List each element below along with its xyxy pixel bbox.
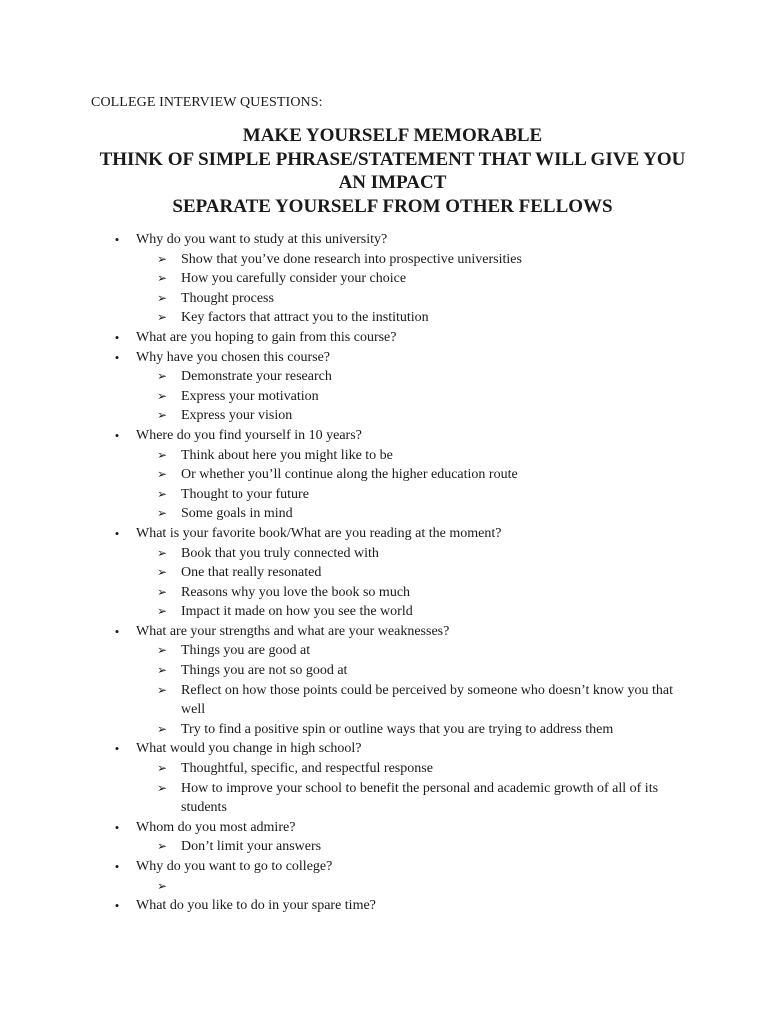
heading-simple-phrase: THINK OF SIMPLE PHRASE/STATEMENT THAT WILL GIVE YOU AN IMPACT: [99, 148, 686, 193]
answer-point-text: Book that you truly connected with: [181, 545, 379, 561]
arrow-bullet-icon: ➢: [157, 604, 168, 619]
answer-point: [136, 563, 688, 583]
answer-point: [136, 544, 688, 564]
answer-point: [136, 504, 688, 524]
answer-point: [136, 269, 688, 289]
question-item: [91, 426, 688, 524]
answer-point: [136, 485, 688, 505]
heading-memorable: MAKE YOURSELF MEMORABLE: [242, 125, 543, 146]
question-text: Whom do you most admire?: [136, 819, 296, 835]
answer-point: [136, 406, 688, 426]
bullet-icon: •: [114, 329, 120, 345]
answer-point-text: Reasons why you love the book so much: [181, 584, 411, 600]
answer-point-list: [136, 641, 688, 739]
question-text: What do you like to do in your spare time?: [136, 898, 376, 914]
answer-point: [136, 250, 688, 270]
answer-point-text: Things you are good at: [181, 643, 311, 659]
answer-point: [136, 641, 688, 661]
heading-separate-yourself: SEPARATE YOURSELF FROM OTHER FELLOWS: [172, 195, 613, 217]
bullet-icon: •: [114, 525, 120, 541]
answer-point-list: [136, 544, 688, 622]
answer-point: [136, 446, 688, 466]
arrow-bullet-icon: ➢: [157, 506, 168, 521]
question-text: What are you hoping to gain from this course?: [136, 329, 397, 345]
arrow-bullet-icon: ➢: [157, 408, 168, 423]
question-item: [91, 818, 688, 857]
arrow-bullet-icon: ➢: [157, 584, 168, 599]
arrow-bullet-icon: ➢: [157, 682, 168, 697]
answer-point-text: Or whether you’ll continue along the higher education route: [181, 467, 518, 483]
answer-point-text: Thought process: [181, 290, 274, 306]
question-item: [91, 328, 688, 348]
answer-point-list: [136, 837, 688, 857]
question-item: [91, 857, 688, 896]
answer-point: [136, 583, 688, 603]
answer-point-text: Show that you’ve done research into prospective universities: [181, 251, 522, 267]
answer-point-text: Reflect on how those points could be perceived by someone who doesn’t know you that well: [181, 682, 673, 718]
question-text: Where do you find yourself in 10 years?: [136, 427, 362, 443]
answer-point: [136, 387, 688, 407]
arrow-bullet-icon: ➢: [157, 780, 168, 795]
answer-point-text: How to improve your school to benefit the personal and academic growth of all of its students: [181, 780, 659, 816]
arrow-bullet-icon: ➢: [157, 467, 168, 482]
bullet-icon: •: [114, 898, 120, 914]
answer-point-list: [136, 367, 688, 426]
answer-point-text: Don’t limit your answers: [181, 839, 322, 855]
arrow-bullet-icon: ➢: [157, 290, 168, 305]
answer-point: [136, 289, 688, 309]
bullet-icon: •: [114, 819, 120, 835]
question-text: Why do you want to study at this university?: [136, 232, 388, 247]
document-label: COLLEGE INTERVIEW QUESTIONS:: [91, 95, 323, 110]
arrow-bullet-icon: ➢: [157, 761, 168, 776]
answer-point-list: [136, 446, 688, 524]
arrow-bullet-icon: ➢: [157, 388, 168, 403]
question-item: [91, 622, 688, 740]
answer-point-text: One that really resonated: [181, 565, 322, 581]
question-item: [91, 348, 688, 426]
arrow-bullet-icon: ➢: [157, 643, 168, 658]
answer-point: [136, 661, 688, 681]
answer-point: [136, 367, 688, 387]
arrow-bullet-icon: ➢: [157, 721, 168, 736]
answer-point-text: Demonstrate your research: [181, 369, 332, 385]
answer-point-text: Thoughtful, specific, and respectful response: [181, 761, 433, 777]
question-text: What would you change in high school?: [136, 741, 362, 757]
answer-point: [136, 681, 688, 720]
answer-point-list: [136, 759, 688, 818]
answer-point: [136, 465, 688, 485]
answer-point-text: How you carefully consider your choice: [181, 271, 407, 287]
arrow-bullet-icon: ➢: [157, 271, 168, 286]
bullet-icon: •: [114, 859, 120, 874]
answer-point-text: Things you are not so good at: [181, 663, 348, 679]
answer-point-list: [136, 250, 688, 328]
heading-block: [91, 124, 688, 218]
question-text: Why have you chosen this course?: [136, 349, 330, 365]
answer-point-list: [136, 877, 688, 897]
answer-point: [136, 779, 688, 818]
answer-point-text: Think about here you might like to be: [181, 447, 393, 463]
question-item: [91, 896, 688, 916]
question-item: [91, 739, 688, 817]
answer-point-text: Try to find a positive spin or outline ways that you are trying to address them: [181, 721, 614, 737]
arrow-bullet-icon: ➢: [157, 369, 168, 384]
question-item: [91, 524, 688, 622]
question-text: What is your favorite book/What are you reading at the moment?: [136, 525, 502, 541]
answer-point: [136, 837, 688, 857]
arrow-bullet-icon: ➢: [157, 486, 168, 501]
answer-point-text: Express your motivation: [181, 388, 319, 404]
arrow-bullet-icon: ➢: [157, 663, 168, 678]
arrow-bullet-icon: ➢: [157, 310, 168, 325]
answer-point: [136, 308, 688, 328]
arrow-bullet-icon: ➢: [157, 878, 168, 893]
bullet-icon: •: [114, 623, 120, 639]
bullet-icon: •: [114, 741, 120, 757]
question-list: [91, 230, 688, 916]
answer-point-text: Some goals in mind: [181, 506, 293, 522]
answer-point-text: Express your vision: [181, 408, 293, 424]
bullet-icon: •: [114, 349, 120, 365]
question-text: What are your strengths and what are your weaknesses?: [136, 623, 450, 639]
answer-point-text: Key factors that attract you to the institution: [181, 310, 429, 326]
arrow-bullet-icon: ➢: [157, 545, 168, 560]
answer-point: [136, 602, 688, 622]
answer-point-text: Impact it made on how you see the world: [181, 604, 413, 620]
bullet-icon: •: [114, 232, 120, 247]
bullet-icon: •: [114, 427, 120, 443]
arrow-bullet-icon: ➢: [157, 447, 168, 462]
arrow-bullet-icon: ➢: [157, 565, 168, 580]
arrow-bullet-icon: ➢: [157, 251, 168, 266]
answer-point: [136, 720, 688, 740]
arrow-bullet-icon: ➢: [157, 839, 168, 854]
question-item: [91, 230, 688, 328]
answer-point-text: Thought to your future: [181, 486, 309, 502]
answer-point: [136, 877, 688, 897]
answer-point: [136, 759, 688, 779]
question-text: Why do you want to go to college?: [136, 859, 333, 874]
